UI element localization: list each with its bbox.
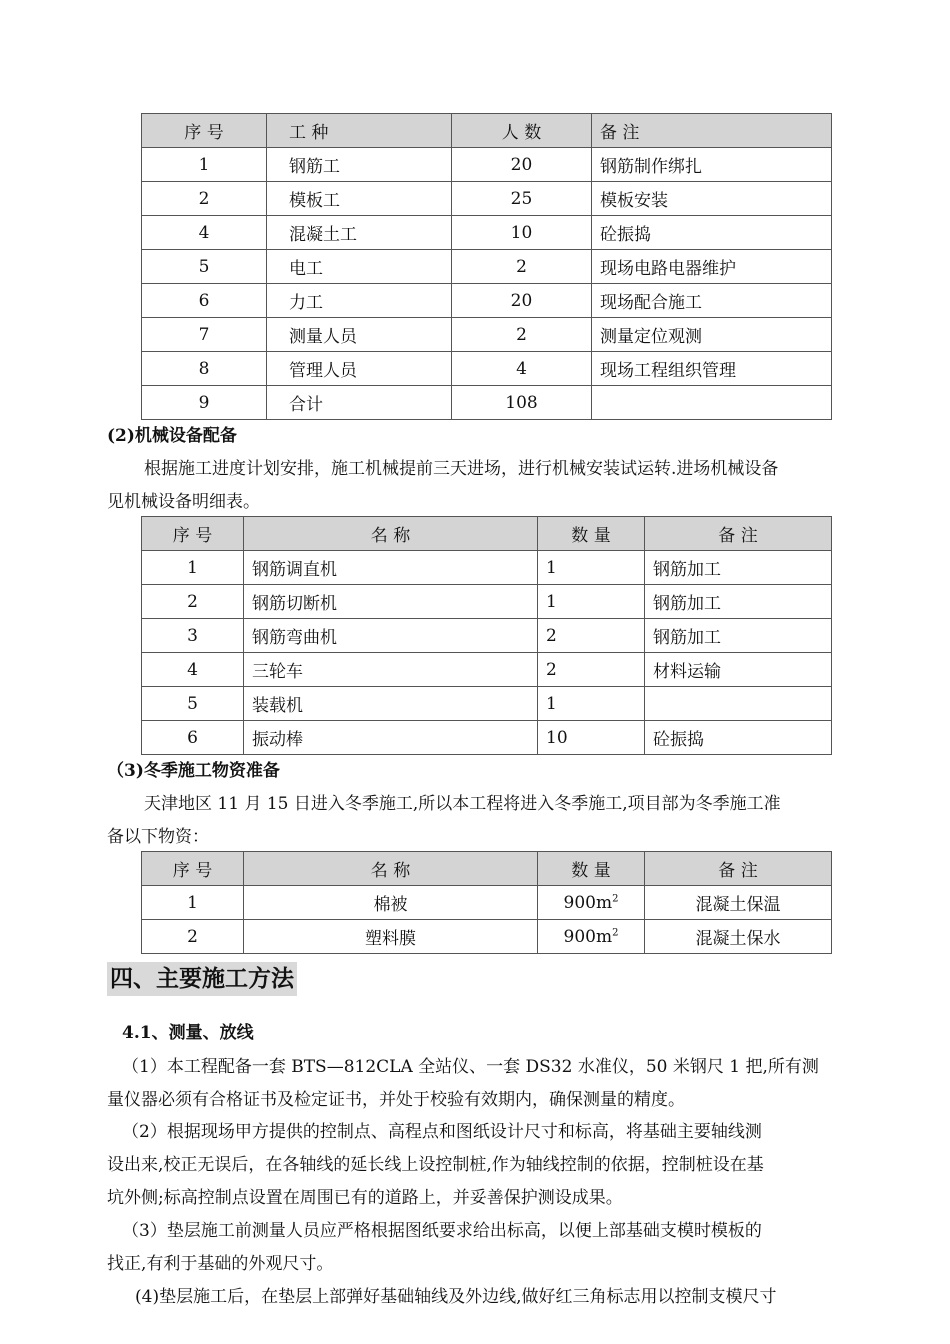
paragraph-line: 量仪器必须有合格证书及检定证书，并处于校验有效期内，确保测量的精度。 [107, 1090, 685, 1110]
table-row [142, 585, 832, 619]
cell-quantity [538, 920, 645, 954]
cell-index: 1 [142, 551, 244, 585]
machines-table [141, 516, 832, 755]
cell-count: 10 [452, 216, 592, 250]
table-row [142, 182, 832, 216]
quantity-unit: m [595, 892, 613, 913]
cell-quantity: 1 [538, 687, 645, 721]
table-row [142, 250, 832, 284]
cell-quantity: 10 [538, 721, 645, 755]
table-row [142, 216, 832, 250]
cell-remark: 砼振捣 [645, 721, 832, 755]
cell-index: 6 [142, 721, 244, 755]
paragraph-line: （2）根据现场甲方提供的控制点、高程点和图纸设计尺寸和标高，将基础主要轴线测 [122, 1122, 762, 1142]
cell-remark: 钢筋加工 [645, 551, 832, 585]
cell-name: 塑料膜 [244, 920, 538, 954]
table-row [142, 284, 832, 318]
table-row [142, 386, 832, 420]
table-row [142, 352, 832, 386]
paragraph-line: 天津地区 11 月 15 日进入冬季施工,所以本工程将进入冬季施工,项目部为冬季施工准 [144, 794, 781, 814]
cell-index: 5 [142, 250, 267, 284]
cell-name: 三轮车 [244, 653, 538, 687]
paragraph-line: 根据施工进度计划安排，施工机械提前三天进场，进行机械安装试运转.进场机械设备 [144, 459, 779, 479]
header-remark: 备 注 [645, 852, 832, 886]
cell-remark [592, 386, 832, 420]
paragraph-line: 备以下物资： [107, 827, 209, 847]
cell-index: 9 [142, 386, 267, 420]
table-row [142, 653, 832, 687]
materials-table [141, 851, 832, 954]
cell-quantity: 2 [538, 653, 645, 687]
cell-count: 108 [452, 386, 592, 420]
table-row [142, 687, 832, 721]
paragraph-line: 找正,有利于基础的外观尺寸。 [107, 1254, 334, 1274]
cell-index: 8 [142, 352, 267, 386]
header-index: 序 号 [142, 114, 267, 148]
header-quantity: 数 量 [538, 852, 645, 886]
header-remark: 备 注 [592, 114, 832, 148]
table-row [142, 920, 832, 954]
header-quantity: 数 量 [538, 517, 645, 551]
cell-remark: 现场配合施工 [592, 284, 832, 318]
cell-remark: 模板安装 [592, 182, 832, 216]
cell-name: 钢筋调直机 [244, 551, 538, 585]
cell-remark: 混凝土保温 [645, 886, 832, 920]
cell-index: 1 [142, 148, 267, 182]
cell-trade: 测量人员 [267, 318, 452, 352]
cell-count: 4 [452, 352, 592, 386]
header-name: 名 称 [244, 852, 538, 886]
quantity-value: 900 [563, 892, 596, 913]
cell-name: 钢筋切断机 [244, 585, 538, 619]
cell-index: 4 [142, 653, 244, 687]
table-row [142, 551, 832, 585]
table-row [142, 148, 832, 182]
subsection-title: 4.1、测量、放线 [122, 1023, 254, 1043]
header-trade: 工 种 [267, 114, 452, 148]
paragraph-line: 坑外侧;标高控制点设置在周围已有的道路上，并妥善保护测设成果。 [107, 1188, 623, 1208]
cell-index: 5 [142, 687, 244, 721]
header-index: 序 号 [142, 852, 244, 886]
table-header-row [142, 852, 832, 886]
cell-quantity [538, 886, 645, 920]
cell-quantity: 2 [538, 619, 645, 653]
header-name: 名 称 [244, 517, 538, 551]
quantity-value: 900 [563, 926, 596, 947]
section-title-winter: （3)冬季施工物资准备 [107, 761, 280, 781]
table-header-row [142, 517, 832, 551]
cell-remark: 钢筋加工 [645, 619, 832, 653]
unit-exponent: 2 [612, 892, 619, 904]
cell-remark: 混凝土保水 [645, 920, 832, 954]
table-row [142, 721, 832, 755]
cell-remark: 测量定位观测 [592, 318, 832, 352]
cell-name: 振动棒 [244, 721, 538, 755]
cell-name: 棉被 [244, 886, 538, 920]
workers-table [141, 113, 832, 420]
cell-trade: 钢筋工 [267, 148, 452, 182]
paragraph-line: 设出来,校正无误后，在各轴线的延长线上设控制桩,作为轴线控制的依据，控制桩设在基 [107, 1155, 764, 1175]
cell-trade: 模板工 [267, 182, 452, 216]
paragraph-line: （1）本工程配备一套 BTS—812CLA 全站仪、一套 DS32 水准仪，50 米钢尺 1 把,所有测 [122, 1057, 819, 1077]
cell-name: 装载机 [244, 687, 538, 721]
table-row [142, 318, 832, 352]
chapter-heading: 四、主要施工方法 [107, 962, 297, 996]
cell-count: 2 [452, 250, 592, 284]
cell-count: 25 [452, 182, 592, 216]
cell-remark: 现场工程组织管理 [592, 352, 832, 386]
cell-remark [645, 687, 832, 721]
cell-remark: 钢筋制作绑扎 [592, 148, 832, 182]
cell-quantity: 1 [538, 551, 645, 585]
cell-count: 20 [452, 148, 592, 182]
cell-index: 1 [142, 886, 244, 920]
paragraph-line: （3）垫层施工前测量人员应严格根据图纸要求给出标高，以便上部基础支模时模板的 [122, 1221, 762, 1241]
paragraph-line: 见机械设备明细表。 [107, 492, 260, 512]
cell-remark: 钢筋加工 [645, 585, 832, 619]
header-remark: 备 注 [645, 517, 832, 551]
cell-name: 钢筋弯曲机 [244, 619, 538, 653]
paragraph-line: (4)垫层施工后，在垫层上部弹好基础轴线及外边线,做好红三角标志用以控制支模尺寸 [135, 1287, 777, 1307]
section-title-machinery: (2)机械设备配备 [107, 426, 237, 446]
cell-trade: 管理人员 [267, 352, 452, 386]
table-row [142, 886, 832, 920]
cell-trade: 电工 [267, 250, 452, 284]
unit-exponent: 2 [612, 926, 619, 938]
cell-index: 6 [142, 284, 267, 318]
cell-index: 2 [142, 585, 244, 619]
cell-count: 20 [452, 284, 592, 318]
table-row [142, 619, 832, 653]
table-header-row [142, 114, 832, 148]
cell-count: 2 [452, 318, 592, 352]
cell-remark: 现场电路电器维护 [592, 250, 832, 284]
cell-remark: 材料运输 [645, 653, 832, 687]
cell-index: 3 [142, 619, 244, 653]
cell-remark: 砼振捣 [592, 216, 832, 250]
cell-quantity: 1 [538, 585, 645, 619]
header-count: 人 数 [452, 114, 592, 148]
cell-index: 2 [142, 182, 267, 216]
cell-trade: 力工 [267, 284, 452, 318]
quantity-unit: m [595, 926, 613, 947]
header-index: 序 号 [142, 517, 244, 551]
cell-index: 7 [142, 318, 267, 352]
cell-index: 2 [142, 920, 244, 954]
cell-trade: 混凝土工 [267, 216, 452, 250]
cell-index: 4 [142, 216, 267, 250]
cell-trade: 合计 [267, 386, 452, 420]
